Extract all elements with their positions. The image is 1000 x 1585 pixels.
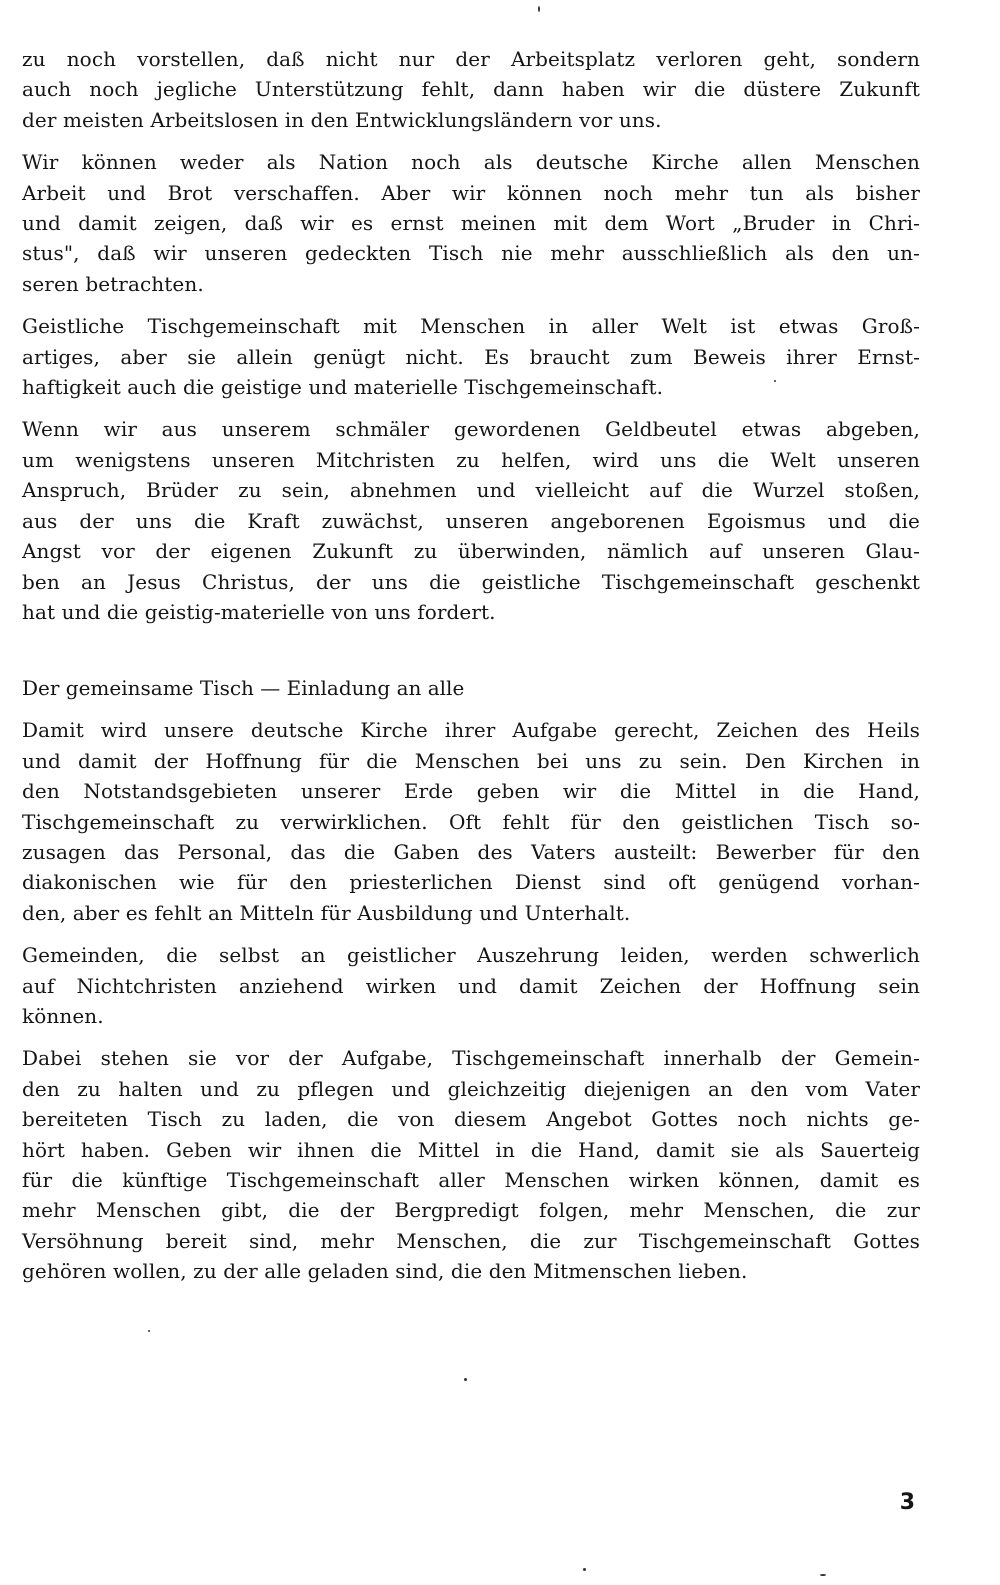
text-line: auf Nichtchristen anziehend wirken und damit Zeichen der Hoffnung sein bbox=[22, 973, 920, 998]
text-line: Damit wird unsere deutsche Kirche ihrer Aufgabe gerecht, Zeichen des Heils bbox=[22, 718, 920, 743]
text-line: bereiteten Tisch zu laden, die von diesem Angebot Gottes noch nichts ge- bbox=[22, 1107, 920, 1132]
text-line: der meisten Arbeitslosen in den Entwicklungsländern vor uns. bbox=[22, 107, 662, 132]
text-line: stus", daß wir unseren gedeckten Tisch nie mehr ausschließlich als den un- bbox=[22, 241, 920, 266]
text-line: Anspruch, Brüder zu sein, abnehmen und vielleicht auf die Wurzel stoßen, bbox=[22, 478, 920, 503]
paragraph-6 bbox=[22, 940, 920, 1031]
text-line: Versöhnung bereit sind, mehr Menschen, die zur Tischgemeinschaft Gottes bbox=[22, 1228, 920, 1253]
text-line: den zu halten und zu pflegen und gleichzeitig diejenigen an den vom Vater bbox=[22, 1076, 920, 1101]
text-line: hört haben. Geben wir ihnen die Mittel in die Hand, damit sie als Sauerteig bbox=[22, 1137, 920, 1162]
text-line: den Notstandsgebieten unserer Erde geben wir die Mittel in die Hand, bbox=[22, 779, 920, 804]
text-line: artiges, aber sie allein genügt nicht. Es braucht zum Beweis ihrer Ernst- bbox=[22, 344, 920, 369]
scan-speck bbox=[538, 6, 540, 12]
text-line: Geistliche Tischgemeinschaft mit Menschen in aller Welt ist etwas Groß- bbox=[22, 314, 920, 339]
scan-speck bbox=[464, 1378, 467, 1381]
text-line: mehr Menschen gibt, die der Bergpredigt folgen, mehr Menschen, die zur bbox=[22, 1198, 920, 1223]
text-line: aus der uns die Kraft zuwächst, unseren angeborenen Egoismus und die bbox=[22, 508, 920, 533]
text-line: seren betrachten. bbox=[22, 271, 204, 296]
text-line: Dabei stehen sie vor der Aufgabe, Tischgemeinschaft innerhalb der Gemein- bbox=[22, 1046, 920, 1071]
paragraph-4 bbox=[22, 414, 920, 627]
text-line: können. bbox=[22, 1003, 104, 1028]
text-line: diakonischen wie für den priesterlichen Dienst sind oft genügend vorhan- bbox=[22, 870, 920, 895]
text-line: Tischgemeinschaft zu verwirklichen. Oft fehlt für den geistlichen Tisch so- bbox=[22, 809, 920, 834]
text-line: gehören wollen, zu der alle geladen sind, die den Mitmenschen lieben. bbox=[22, 1259, 748, 1284]
text-line: Arbeit und Brot verschaffen. Aber wir können noch mehr tun als bisher bbox=[22, 180, 920, 205]
scan-speck bbox=[148, 1330, 150, 1332]
text-line: Wenn wir aus unserem schmäler gewordenen Geldbeutel etwas abgeben, bbox=[22, 417, 920, 442]
paragraph-5 bbox=[22, 715, 920, 928]
text-line: haftigkeit auch die geistige und materielle Tischgemeinschaft. bbox=[22, 375, 664, 400]
paragraph-2 bbox=[22, 147, 920, 299]
text-line: Gemeinden, die selbst an geistlicher Auszehrung leiden, werden schwerlich bbox=[22, 943, 920, 968]
paragraph-3 bbox=[22, 311, 920, 402]
scan-speck bbox=[774, 380, 776, 382]
section-heading: Der gemeinsame Tisch — Einladung an alle bbox=[22, 676, 465, 701]
page-number: 3 bbox=[899, 1490, 915, 1515]
text-line: und damit zeigen, daß wir es ernst meinen mit dem Wort „Bruder in Chri- bbox=[22, 211, 920, 236]
paragraph-7 bbox=[22, 1043, 920, 1286]
text-line: auch noch jegliche Unterstützung fehlt, dann haben wir die düstere Zukunft bbox=[22, 77, 920, 102]
text-line: den, aber es fehlt an Mitteln für Ausbildung und Unterhalt. bbox=[22, 900, 631, 925]
scan-speck bbox=[583, 1568, 586, 1571]
scan-speck bbox=[820, 1574, 826, 1576]
text-line: Angst vor der eigenen Zukunft zu überwinden, nämlich auf unseren Glau- bbox=[22, 539, 920, 564]
paragraph-1 bbox=[22, 44, 920, 135]
text-line: zusagen das Personal, das die Gaben des Vaters austeilt: Bewerber für den bbox=[22, 839, 920, 864]
text-line: hat und die geistig-materielle von uns fordert. bbox=[22, 599, 496, 624]
text-line: um wenigstens unseren Mitchristen zu helfen, wird uns die Welt unseren bbox=[22, 447, 920, 472]
text-line: und damit der Hoffnung für die Menschen bei uns zu sein. Den Kirchen in bbox=[22, 748, 920, 773]
text-line: Wir können weder als Nation noch als deutsche Kirche allen Menschen bbox=[22, 150, 920, 175]
text-line: für die künftige Tischgemeinschaft aller Menschen wirken können, damit es bbox=[22, 1168, 920, 1192]
text-line: zu noch vorstellen, daß nicht nur der Arbeitsplatz verloren geht, sondern bbox=[22, 47, 920, 71]
document-page bbox=[22, 44, 920, 1287]
text-line: ben an Jesus Christus, der uns die geistliche Tischgemeinschaft geschenkt bbox=[22, 569, 920, 594]
